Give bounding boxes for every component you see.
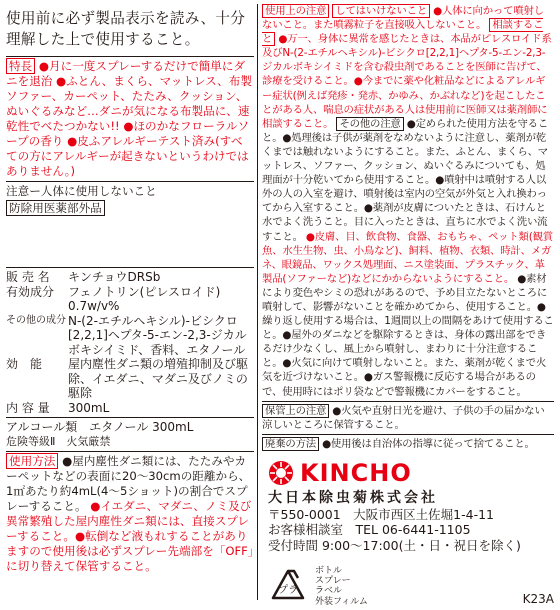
spec-row: その他の成分 N-(2-エチルヘキシル)-ビシクロ[2,2,1]ヘプタ-5-エン-2,3-ジカルボキシイミド、香料、エタノール xyxy=(6,313,247,357)
company-name: 大日本除虫菊株式会社 xyxy=(268,490,438,506)
left-column xyxy=(6,4,254,216)
company-address: 〒550-0001 大阪市西区土佐堀1-4-11 xyxy=(268,506,495,522)
storage-body: ●火気や直射日光を避け、子供の手の届かない涼しいところに保管すること。 xyxy=(262,404,545,431)
right-column xyxy=(262,4,554,451)
recycle-items xyxy=(315,566,368,607)
warning-label: 使用上の注意 xyxy=(262,4,329,18)
caution-one: 注意ー人体に使用しないこと xyxy=(6,184,157,198)
warning-section xyxy=(262,4,554,399)
usage-label: 使用方法 xyxy=(6,453,58,469)
features-section xyxy=(6,59,254,179)
company-info xyxy=(268,491,558,553)
disposal-body: ●使用後は自治体の指導に従って捨てること。 xyxy=(322,437,535,450)
intro-text: 使用前に必ず製品表示を読み、十分理解した上で使用すること。 xyxy=(6,10,246,48)
other-body-2: ●素材により変色やシミの恐れがあるので、予め目立たないところに噴射して、影響がないことを確かめてから、使用すること。●繰り返し使用する場合は、1週間以上の間隔をあけて使用すること。●屋外のダニなどを駆除するときは、身体の露出部をできるだけ少なくし、風上から噴射し、まわりに十分注意すること。●火気に向けて噴射しないこと。また、薬剤が乾くまで火気を近づけないこと。●ガス警報機に反応する場合があるので、使用時にはポリ袋などで警報機にカバーをすること。 xyxy=(262,272,554,398)
recycle-mark-label: プラ xyxy=(278,585,298,596)
storage-section xyxy=(262,404,554,432)
brand-name: KINCHO xyxy=(300,459,412,487)
prohibited-label: してはいけないこと xyxy=(332,4,430,18)
other-red: ●皮膚、目、飲食物、食器、おもちゃ、ペット類(観賞魚、水生生物、虫、小鳥など)、飼料、植物、衣類、時計、メガネ、眼鏡品、ワックス処理面、ニス塗装面、プラスチック、革製品(ソファーなど)などにかからないようにすること。 xyxy=(262,230,553,285)
plastic-recycle-icon xyxy=(268,568,308,602)
disposal-section xyxy=(262,437,554,451)
company-tel: お客様相談室 TEL 06-6441-1105 xyxy=(268,522,471,537)
brand-logo xyxy=(268,459,412,487)
column-divider xyxy=(257,4,258,600)
spec-row: 販 売 名 キンチョウDRSb xyxy=(6,270,161,284)
spec-row: 内 容 量 300mL xyxy=(6,400,110,415)
hazard-line: 危険等級Ⅱ 火気厳禁 xyxy=(6,434,111,448)
usage-body-2: ●イエダニ、マダニ、ノミ及び異常繁殖した屋内塵性ダニ類には、直接スプレーすること。●転倒など液もれすることがありますので使用後は必ずスプレー先端部を「OFF」に切り替えて保管すること。 xyxy=(6,499,254,573)
product-code: K23A xyxy=(522,592,554,606)
disposal-label: 廃棄の方法 xyxy=(262,437,319,451)
category-label: 防除用医薬部外品 xyxy=(6,200,105,216)
divider xyxy=(6,56,254,57)
storage-label: 保管上の注意 xyxy=(262,404,329,418)
divider xyxy=(262,401,554,402)
usage-section xyxy=(6,454,254,574)
divider xyxy=(6,417,254,418)
recycle-item: ボトル xyxy=(315,566,343,576)
other-body-1: ●定められた使用方法を守ること。●処理後は子供が薬剤をなめないように注意し、薬剤が乾くまでは触れないようにすること。また、ふとん、まくら、マットレス、ソファー、クッション、ぬいぐるみについても、処理面が十分乾いてから使用すること。●噴射中は噴射する人以外の人の入室を避け、噴射後は室内の空気が外気と入れ換わってから入室すること。●薬剤が皮膚についたときは、石けんと水でよく洗うこと。目に入ったときは、直ちに水でよく洗い流すこと。 xyxy=(262,117,549,243)
kincho-emblem-icon xyxy=(268,460,294,486)
divider xyxy=(262,434,554,435)
spec-table xyxy=(6,265,254,574)
divider xyxy=(6,267,254,268)
recycle-item: ラベル xyxy=(315,586,343,597)
spec-row: 有効成分 フェノトリン(ピレスロイド) 0.7w/v% xyxy=(6,284,221,313)
prohibited-body: ●人体に向かって噴射しないこと。また噴霧粒子を直接吸入しないこと。 xyxy=(262,5,544,32)
features-body: ●月に一度スプレーするだけで簡単にダニを退治 ●ふとん、まくら、マットレス、布製ソファー、カーペット、たたみ、クッション、ぬいぐるみなど…ダニが気になる布製品に、速乾性でべたつかない!! ●ほのかなフローラルソープの香り ●皮ふアレルギーテスト済み(すべての方にアレルギーが起きないというわけではありません。) xyxy=(6,59,252,178)
recycle-item: スプレー xyxy=(315,576,351,587)
alcohol-line: アルコール類 エタノール 300mL xyxy=(6,420,194,434)
company-hours: 受付時間 9:00〜17:00(土・日・祝日を除く) xyxy=(268,537,521,553)
recycle-item: 外装フィルム xyxy=(315,596,368,607)
consult-body: ●万一、身体に異常を感じたときは、本品がピレスロイド系及びN-(2-エチルヘキシル)-ビシクロ[2,2,1]ヘプタ-5-エン-2,3-ジカルボキシイミドを含む殺虫剤であることを医師に告げて、診療を受けること。●今までに薬や化粧品などによるアレルギー症状(例えば発疹・発赤、かゆみ、かぶれなど)を起こしたことがある人、喘息の症状がある人は使用前に医師又は薬剤師に相談すること。 xyxy=(262,33,552,130)
usage-body-1: ●屋内塵性ダニ類には、たたみやカーペットなどの表面に20〜30cmの距離から、1㎡あたり約4mL(4〜5ショット)の割合でスプレーすること。 xyxy=(6,454,251,513)
divider xyxy=(6,451,254,452)
consult-label: 相談すること xyxy=(262,19,544,46)
features-label: 特長 xyxy=(6,58,35,74)
other-label: その他の注意 xyxy=(336,117,403,131)
divider xyxy=(6,181,254,182)
spec-row: 効 能 屋内塵性ダニ類の増殖抑制及び駆除、イエダニ、マダニ及びノミの駆除 xyxy=(6,357,249,400)
